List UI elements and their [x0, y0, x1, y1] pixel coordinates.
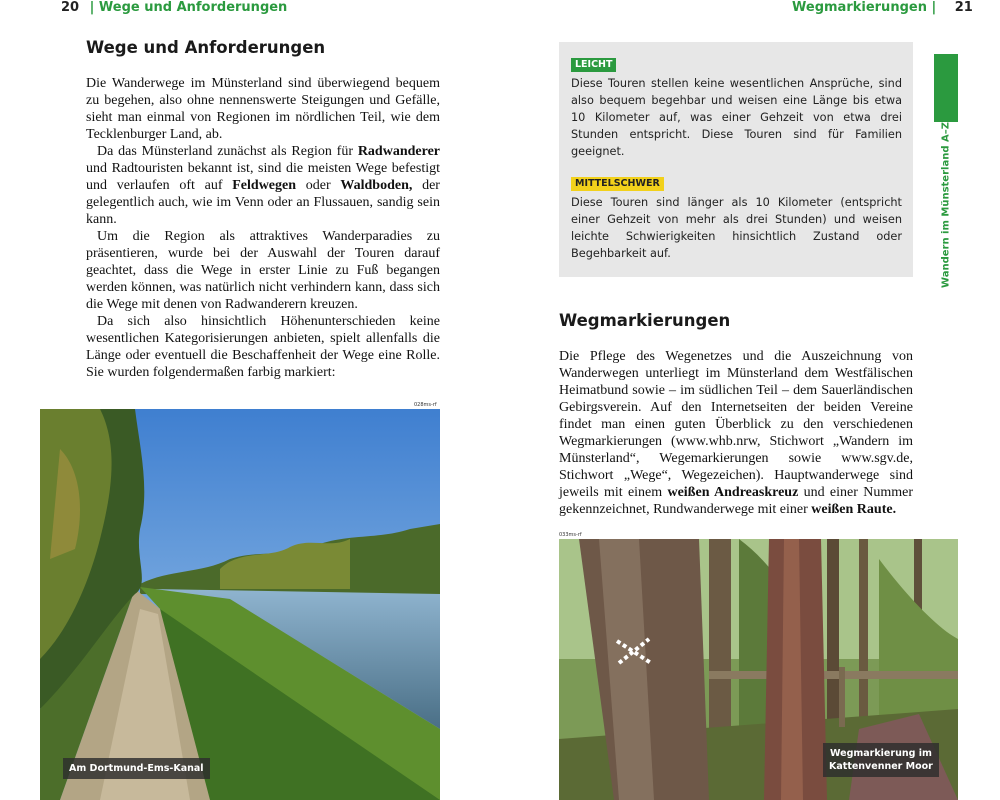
paragraph-1: Die Wanderwege im Münsterland sind überwiegend bequem zu begehen, also ohne nennenswerte Steigungen und Gefälle, sieht man einmal von Regionen im nördlichen Teil, wie dem Tecklenburger Land, ab. [86, 76, 440, 142]
chapter-tab-text [934, 122, 958, 288]
badge-leicht: LEICHT [571, 58, 616, 72]
photo-credit-right: 033ms-rf [559, 532, 582, 538]
bold-waldboden: Waldboden, [340, 178, 413, 193]
side-tab-label: Wandern im Münsterland A–Z [940, 122, 952, 288]
running-head-right: Wegmarkierungen | [792, 0, 937, 15]
running-header-right [792, 0, 973, 16]
photo-caption-forest: Wegmarkierung im Kattenvenner Moor [823, 743, 939, 777]
leicht-description: Diese Touren stellen keine wesentlichen Ansprüche, sind also bequem begehbar und weisen eine Länge bis etwa 10 Kilometer auf, was einer Gehzeit von etwa drei Stunden entspricht. Diese Touren sind für Familien geeignet. [571, 77, 902, 158]
mittelschwer-description: Diese Touren sind länger als 10 Kilometer (entspricht einer Gehzeit von mehr als drei Stunden) und weisen leichte Schwierigkeiten hinsichtlich Zustand oder Begehbarkeit auf. [571, 196, 902, 260]
right-page [500, 0, 1000, 800]
bold-andreaskreuz: weißen Andreaskreuz [667, 485, 799, 500]
canal-photo [40, 409, 440, 800]
photo-credit-left: 028ms-rf [414, 402, 437, 408]
section-heading-wegmarkierungen: Wegmarkierungen [559, 311, 731, 330]
difficulty-info-box [559, 42, 913, 277]
bold-feldwegen: Feldwegen [232, 178, 297, 193]
badge-mittelschwer: MITTELSCHWER [571, 177, 664, 191]
bold-radwanderer: Radwanderer [357, 144, 440, 159]
paragraph-4: Da sich also hinsichtlich Höhenunterschieden keine wesentlichen Kategorisierungen anbieten, spielt allenfalls die Länge oder eventuell die Beschaffenheit der Wege eine Rolle. Sie wurden folgendermaßen farbig markiert: [86, 314, 440, 380]
photo-caption-canal: Am Dortmund-Ems-Kanal [63, 758, 210, 779]
page-number-left: 20 [61, 0, 80, 15]
left-body-text [86, 75, 440, 381]
page-number-right: 21 [954, 0, 973, 15]
running-header-left [61, 0, 287, 16]
section-heading-wege: Wege und Anforderungen [86, 38, 326, 57]
paragraph-wegmarkierungen: Die Pflege des Wegenetzes und die Auszeichnung von Wanderwegen unterliegt im Münsterland dem Westfälischen Heimatbund sowie – im südlichen Teil – dem Sauerländischen Gebirgsverein. Auf den Internetseiten der beiden Vereine findet man einen guten Überblick zu den verschiedenen Wegmarkierungen (www.whb.nrw, Stichwort „Wandern im Münsterland“, Wegemarkierungen sowie www.sgv.de, Stichwort „Wege“, Wegezeichen). Hauptwanderwege sind jeweils mit einem weißen Andreaskreuz und einer Nummer gekennzeichnet, Rundwanderwege mit einer weißen Raute. [559, 349, 913, 517]
running-head-left: | Wege und Anforderungen [89, 0, 288, 15]
paragraph-2: Da das Münsterland zunächst als Region für Radwanderer und Radtouristen bekannt ist, sind die meisten Wege befestigt und verlaufen oft auf Feldwegen oder Waldboden, der gelegentlich auch, wie im Venn oder an Flussauen, sandig sein kann. [86, 144, 440, 227]
paragraph-3: Um die Region als attraktives Wanderparadies zu präsentieren, wurde bei der Auswahl der Touren darauf geachtet, dass die Wege in erster Linie zu Fuß begangen werden können, was natürlich nicht verhindern kann, dass sich die Wege mit denen von Radwanderern kreuzen. [86, 229, 440, 312]
bold-raute: weißen Raute. [811, 502, 897, 517]
right-body-text [559, 348, 913, 518]
canal-illustration [40, 409, 440, 800]
chapter-tab-bar [934, 54, 958, 122]
